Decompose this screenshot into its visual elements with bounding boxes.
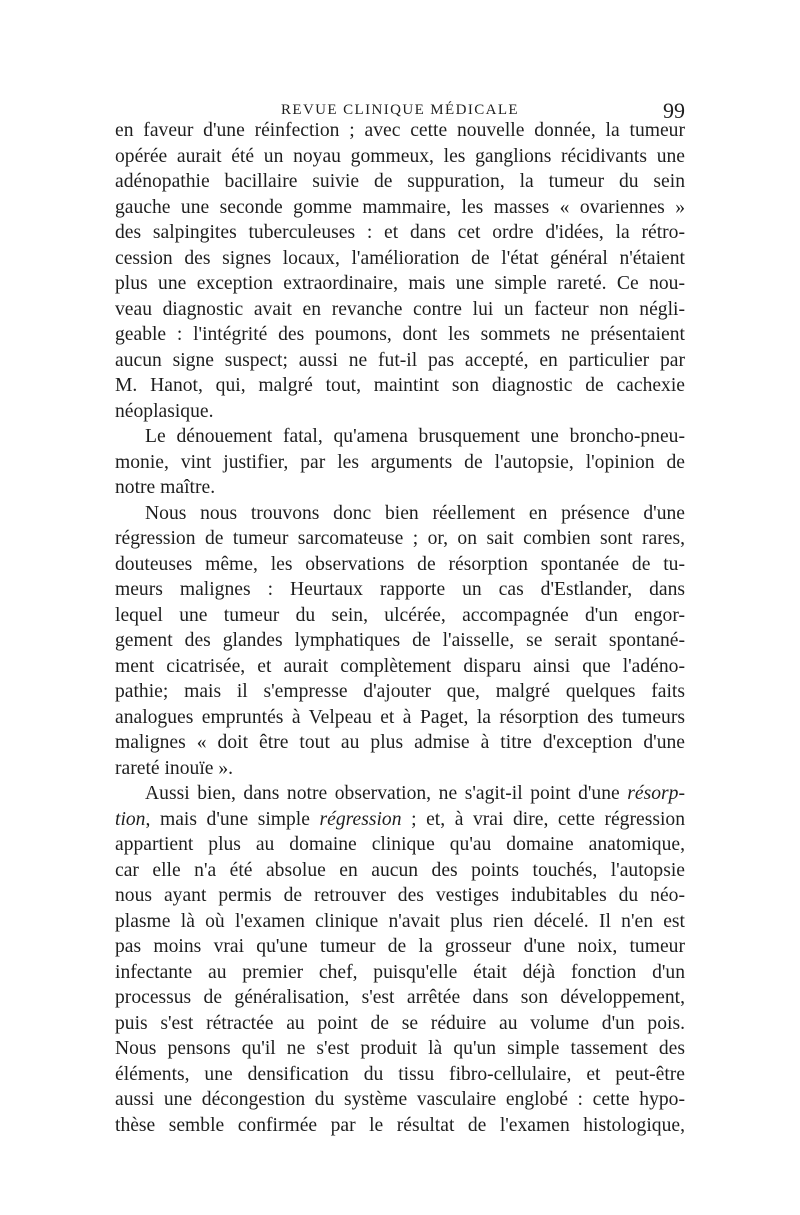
text-line: veau diagnostic avait en revanche contre lui un facteur non négli- bbox=[115, 298, 685, 320]
body-text bbox=[115, 118, 685, 1138]
paragraph-3 bbox=[115, 501, 685, 782]
text-line: plus une exception extraordinaire, mais une simple rareté. Ce nou- bbox=[115, 273, 685, 294]
text-line: éléments, une densification du tissu fibro-cellulaire, et peut-être bbox=[115, 1063, 685, 1085]
text-line: Nous pensons qu'il ne s'est produit là qu'un simple tassement des bbox=[115, 1038, 685, 1059]
text-line: aussi une décongestion du système vasculaire englobé : cette hypo- bbox=[115, 1089, 685, 1110]
text-line: infectante au premier chef, puisqu'elle était déjà fonction d'un bbox=[115, 961, 685, 983]
text-line: aucun signe suspect; aussi ne fut-il pas accepté, en particulier par bbox=[115, 349, 685, 371]
text-line: nous ayant permis de retrouver des vestiges indubitables du néo- bbox=[115, 885, 685, 906]
text-line: analogues empruntés à Velpeau et à Paget, la résorption des tumeurs bbox=[115, 706, 685, 728]
text-line: pathie; mais il s'empresse d'ajouter que, malgré quelques faits bbox=[115, 681, 685, 702]
text-line: douteuses même, les observations de résorption spontanée de tu- bbox=[115, 553, 685, 575]
italic-run: tion bbox=[115, 808, 146, 830]
text-line: appartient plus au domaine clinique qu'au domaine anatomique, bbox=[115, 834, 685, 855]
text-line: opérée aurait été un noyau gommeux, les ganglions récidivants une bbox=[115, 145, 685, 167]
text-line: meurs malignes : Heurtaux rapporte un cas d'Estlander, dans bbox=[115, 579, 685, 600]
italic-run: régression bbox=[319, 808, 402, 830]
paragraph-2 bbox=[115, 424, 685, 501]
text-line: rareté inouïe ». bbox=[115, 757, 234, 779]
text-line bbox=[115, 781, 685, 807]
text-line: des salpingites tuberculeuses : et dans cet ordre d'idées, la rétro- bbox=[115, 222, 685, 243]
text-run: ; et, à vrai dire, cette régression bbox=[401, 808, 685, 830]
paragraph-4 bbox=[115, 781, 685, 1138]
text-line: lequel une tumeur du sein, ulcérée, accompagnée d'un engor- bbox=[115, 604, 685, 626]
text-line: notre maître. bbox=[115, 477, 216, 498]
text-line: M. Hanot, qui, malgré tout, maintint son diagnostic de cachexie bbox=[115, 375, 685, 396]
text-line: ment cicatrisée, et aurait complètement disparu ainsi que l'adéno- bbox=[115, 655, 685, 677]
text-line: régression de tumeur sarcomateuse ; or, on sait combien sont rares, bbox=[115, 528, 685, 549]
text-line: adénopathie bacillaire suivie de suppuration, la tumeur du sein bbox=[115, 171, 685, 192]
text-run: , mais d'une simple bbox=[145, 808, 320, 830]
text-line: Nous nous trouvons donc bien réellement en présence d'une bbox=[145, 502, 685, 524]
text-line: pas moins vrai qu'une tumeur de la grosseur d'une noix, tumeur bbox=[115, 936, 685, 957]
paragraph-1 bbox=[115, 118, 685, 424]
text-line: monie, vint justifier, par les arguments de l'autopsie, l'opinion de bbox=[115, 451, 685, 473]
text-line bbox=[115, 807, 685, 833]
italic-run: résorp- bbox=[627, 783, 685, 804]
text-line: cession des signes locaux, l'amélioration de l'état général n'étaient bbox=[115, 247, 685, 269]
text-line: en faveur d'une réinfection ; avec cette nouvelle donnée, la tumeur bbox=[115, 120, 685, 141]
text-line: car elle n'a été absolue en aucun des points touchés, l'autopsie bbox=[115, 859, 685, 881]
page-number: 99 bbox=[663, 98, 685, 123]
text-line: plasme là où l'examen clinique n'avait plus rien décelé. Il n'en est bbox=[115, 910, 685, 932]
text-line: Le dénouement fatal, qu'amena brusquement une broncho-pneu- bbox=[145, 426, 685, 447]
text-line: thèse semble confirmée par le résultat de l'examen histologique, bbox=[115, 1114, 685, 1136]
text-line: gauche une seconde gomme mammaire, les masses « ovariennes » bbox=[115, 196, 685, 218]
text-line: gement des glandes lymphatiques de l'aisselle, se serait spontané- bbox=[115, 630, 685, 651]
text-line: puis s'est rétractée au point de se réduire au volume d'un pois. bbox=[115, 1012, 685, 1034]
text-line: malignes « doit être tout au plus admise à titre d'exception d'une bbox=[115, 732, 685, 753]
text-run: Aussi bien, dans notre observation, ne s'agit-il point d'une bbox=[145, 783, 628, 804]
journal-title: REVUE CLINIQUE MÉDICALE bbox=[280, 102, 519, 118]
text-line: geable : l'intégrité des poumons, dont les sommets ne présentaient bbox=[115, 324, 685, 345]
text-line: processus de généralisation, s'est arrêtée dans son développement, bbox=[115, 987, 685, 1008]
text-line: néoplasique. bbox=[115, 400, 214, 422]
